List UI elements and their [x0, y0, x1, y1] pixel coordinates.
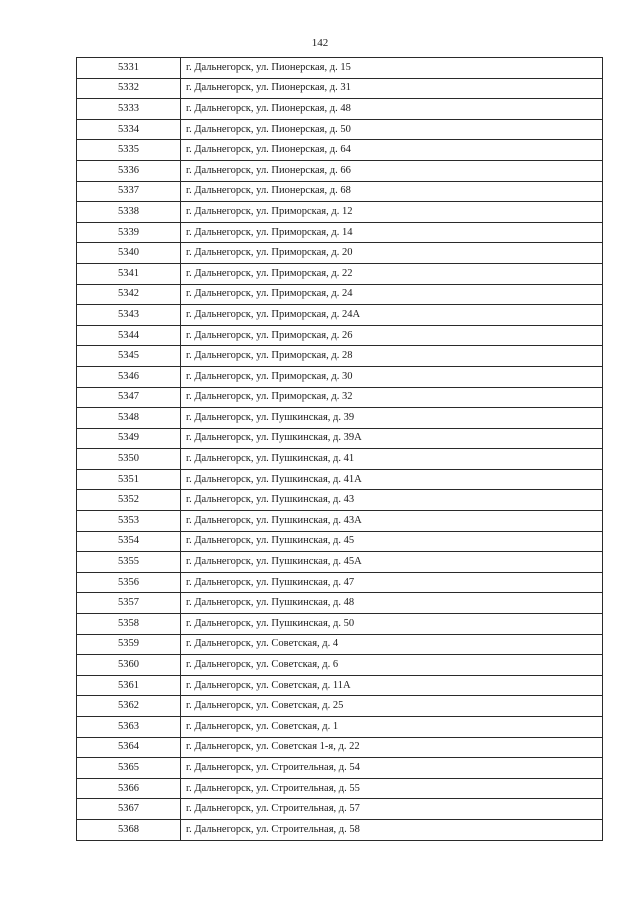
address-cell: г. Дальнегорск, ул. Строительная, д. 54 [181, 758, 603, 779]
row-number-cell: 5368 [77, 819, 181, 840]
row-number-cell: 5364 [77, 737, 181, 758]
address-cell: г. Дальнегорск, ул. Приморская, д. 30 [181, 366, 603, 387]
row-number-cell: 5354 [77, 531, 181, 552]
table-row [77, 572, 603, 593]
table-row [77, 284, 603, 305]
row-number-cell: 5346 [77, 366, 181, 387]
row-number-cell: 5359 [77, 634, 181, 655]
row-number-cell: 5344 [77, 325, 181, 346]
row-number-cell: 5332 [77, 78, 181, 99]
address-cell: г. Дальнегорск, ул. Строительная, д. 58 [181, 819, 603, 840]
table-row [77, 675, 603, 696]
row-number-cell: 5331 [77, 58, 181, 79]
address-cell: г. Дальнегорск, ул. Приморская, д. 14 [181, 222, 603, 243]
address-cell: г. Дальнегорск, ул. Пушкинская, д. 39А [181, 428, 603, 449]
address-cell: г. Дальнегорск, ул. Советская 1-я, д. 22 [181, 737, 603, 758]
table-row [77, 511, 603, 532]
address-cell: г. Дальнегорск, ул. Приморская, д. 22 [181, 263, 603, 284]
table-row [77, 469, 603, 490]
table-row [77, 634, 603, 655]
address-cell: г. Дальнегорск, ул. Советская, д. 4 [181, 634, 603, 655]
row-number-cell: 5334 [77, 119, 181, 140]
table-row [77, 408, 603, 429]
row-number-cell: 5352 [77, 490, 181, 511]
row-number-cell: 5341 [77, 263, 181, 284]
address-cell: г. Дальнегорск, ул. Пушкинская, д. 43А [181, 511, 603, 532]
table-row [77, 799, 603, 820]
address-cell: г. Дальнегорск, ул. Пионерская, д. 68 [181, 181, 603, 202]
row-number-cell: 5362 [77, 696, 181, 717]
row-number-cell: 5349 [77, 428, 181, 449]
address-cell: г. Дальнегорск, ул. Пушкинская, д. 45А [181, 552, 603, 573]
row-number-cell: 5353 [77, 511, 181, 532]
address-cell: г. Дальнегорск, ул. Строительная, д. 57 [181, 799, 603, 820]
table-row [77, 181, 603, 202]
row-number-cell: 5333 [77, 99, 181, 120]
address-cell: г. Дальнегорск, ул. Советская, д. 11А [181, 675, 603, 696]
address-cell: г. Дальнегорск, ул. Пушкинская, д. 41А [181, 469, 603, 490]
address-cell: г. Дальнегорск, ул. Приморская, д. 24А [181, 305, 603, 326]
address-cell: г. Дальнегорск, ул. Советская, д. 6 [181, 655, 603, 676]
address-cell: г. Дальнегорск, ул. Пушкинская, д. 39 [181, 408, 603, 429]
table-row [77, 119, 603, 140]
address-cell: г. Дальнегорск, ул. Приморская, д. 32 [181, 387, 603, 408]
address-cell: г. Дальнегорск, ул. Пушкинская, д. 45 [181, 531, 603, 552]
table-row [77, 655, 603, 676]
row-number-cell: 5367 [77, 799, 181, 820]
row-number-cell: 5351 [77, 469, 181, 490]
table-row [77, 490, 603, 511]
row-number-cell: 5357 [77, 593, 181, 614]
address-cell: г. Дальнегорск, ул. Пионерская, д. 66 [181, 160, 603, 181]
table-row [77, 819, 603, 840]
table-row [77, 202, 603, 223]
table-row [77, 593, 603, 614]
table-row [77, 140, 603, 161]
row-number-cell: 5360 [77, 655, 181, 676]
address-cell: г. Дальнегорск, ул. Пионерская, д. 31 [181, 78, 603, 99]
address-cell: г. Дальнегорск, ул. Пушкинская, д. 47 [181, 572, 603, 593]
table-row [77, 263, 603, 284]
address-cell: г. Дальнегорск, ул. Советская, д. 25 [181, 696, 603, 717]
table-row [77, 614, 603, 635]
table-row [77, 717, 603, 738]
address-cell: г. Дальнегорск, ул. Советская, д. 1 [181, 717, 603, 738]
address-cell: г. Дальнегорск, ул. Пушкинская, д. 43 [181, 490, 603, 511]
table-row [77, 305, 603, 326]
table-row [77, 99, 603, 120]
row-number-cell: 5338 [77, 202, 181, 223]
row-number-cell: 5355 [77, 552, 181, 573]
row-number-cell: 5340 [77, 243, 181, 264]
table-row [77, 758, 603, 779]
row-number-cell: 5343 [77, 305, 181, 326]
address-cell: г. Дальнегорск, ул. Строительная, д. 55 [181, 778, 603, 799]
address-cell: г. Дальнегорск, ул. Приморская, д. 26 [181, 325, 603, 346]
row-number-cell: 5336 [77, 160, 181, 181]
table-row [77, 222, 603, 243]
row-number-cell: 5342 [77, 284, 181, 305]
address-cell: г. Дальнегорск, ул. Пушкинская, д. 41 [181, 449, 603, 470]
row-number-cell: 5350 [77, 449, 181, 470]
row-number-cell: 5339 [77, 222, 181, 243]
address-cell: г. Дальнегорск, ул. Приморская, д. 12 [181, 202, 603, 223]
row-number-cell: 5358 [77, 614, 181, 635]
row-number-cell: 5365 [77, 758, 181, 779]
table-row [77, 78, 603, 99]
table-row [77, 387, 603, 408]
table-row [77, 428, 603, 449]
address-cell: г. Дальнегорск, ул. Пионерская, д. 48 [181, 99, 603, 120]
address-cell: г. Дальнегорск, ул. Пушкинская, д. 50 [181, 614, 603, 635]
row-number-cell: 5361 [77, 675, 181, 696]
table-row [77, 696, 603, 717]
address-cell: г. Дальнегорск, ул. Пушкинская, д. 48 [181, 593, 603, 614]
page-number: 142 [311, 37, 329, 49]
table-row [77, 737, 603, 758]
address-cell: г. Дальнегорск, ул. Приморская, д. 28 [181, 346, 603, 367]
row-number-cell: 5363 [77, 717, 181, 738]
row-number-cell: 5356 [77, 572, 181, 593]
row-number-cell: 5335 [77, 140, 181, 161]
address-table [76, 57, 603, 841]
address-cell: г. Дальнегорск, ул. Приморская, д. 20 [181, 243, 603, 264]
table-row [77, 366, 603, 387]
address-cell: г. Дальнегорск, ул. Пионерская, д. 64 [181, 140, 603, 161]
table-row [77, 778, 603, 799]
table-row [77, 552, 603, 573]
table-row [77, 58, 603, 79]
table-row [77, 243, 603, 264]
row-number-cell: 5337 [77, 181, 181, 202]
row-number-cell: 5345 [77, 346, 181, 367]
table-row [77, 531, 603, 552]
row-number-cell: 5347 [77, 387, 181, 408]
address-cell: г. Дальнегорск, ул. Пионерская, д. 15 [181, 58, 603, 79]
table-row [77, 325, 603, 346]
row-number-cell: 5366 [77, 778, 181, 799]
row-number-cell: 5348 [77, 408, 181, 429]
address-cell: г. Дальнегорск, ул. Приморская, д. 24 [181, 284, 603, 305]
address-cell: г. Дальнегорск, ул. Пионерская, д. 50 [181, 119, 603, 140]
table-row [77, 346, 603, 367]
table-row [77, 160, 603, 181]
table-row [77, 449, 603, 470]
address-table-body [77, 58, 603, 841]
